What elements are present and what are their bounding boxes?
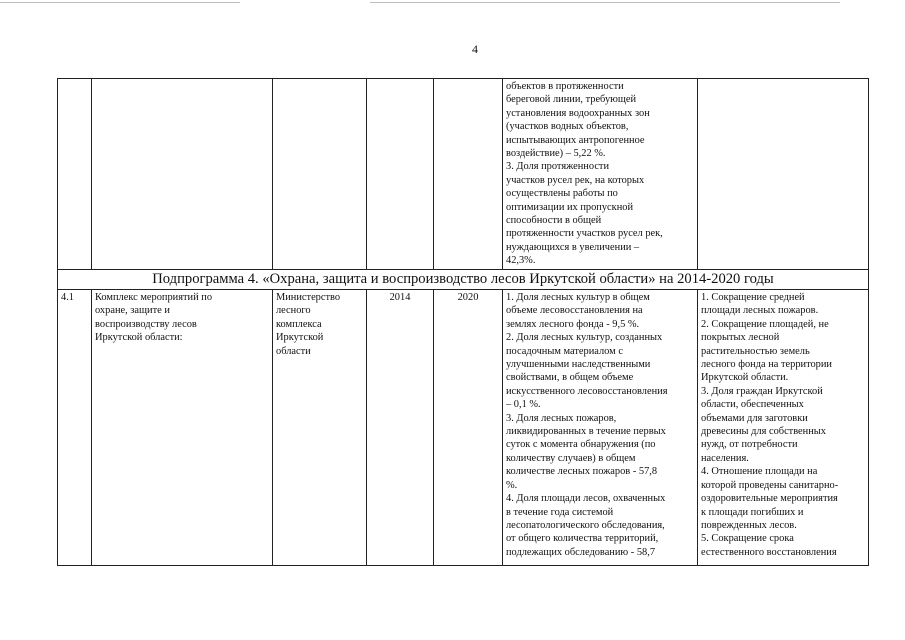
text-line: оптимизации их пропускной [506, 201, 634, 213]
text-line: поврежденных лесов. [701, 519, 797, 531]
text-line: осуществлены работы по [506, 188, 618, 200]
text-line: береговой линии, требующей [506, 94, 637, 106]
table-row-4-1 [57, 289, 869, 566]
top-scan-rule-right [370, 2, 840, 3]
text-line: воздействие) – 5,22 %. [506, 148, 606, 160]
text-line: Иркутской области. [701, 372, 789, 384]
text-line: 3. Доля граждан Иркутской [701, 385, 823, 397]
continuation-goals-cell [502, 79, 697, 269]
text-line: %. [506, 479, 518, 491]
text-line: оздоровительные мероприятия [701, 493, 838, 505]
text-line: комплекса [276, 318, 322, 330]
text-line: землях лесного фонда - 9,5 %. [506, 318, 640, 330]
text-line: – 0,1 %. [506, 399, 541, 411]
text-line: протяженности участков русел рек, [506, 228, 663, 240]
text-line: естественного восстановления [701, 546, 837, 558]
text-line: ликвидированных в течение первых [506, 426, 666, 438]
start-year-cell: 2014 [366, 290, 433, 565]
text-line: лесного фонда на территории [701, 359, 832, 371]
text-line: 42,3%. [506, 255, 536, 267]
text-line: 3. Доля протяженности [506, 161, 610, 173]
text-line: 4. Доля площади лесов, охваченных [506, 493, 666, 505]
text-line: покрытых лесной [701, 332, 780, 344]
text-line: (участков водных объектов, [506, 121, 629, 133]
text-line: посадочным материалом с [506, 345, 623, 357]
top-scan-rule-left [0, 2, 240, 3]
text-line: объеме лесовосстановления на [506, 305, 643, 317]
text-line: населения. [701, 452, 749, 464]
text-line: количеству случаев) в общем [506, 452, 636, 464]
text-line: Комплекс мероприятий по [95, 292, 213, 303]
text-line: 1. Доля лесных культур в общем [506, 292, 650, 303]
measure-name-cell [91, 290, 272, 565]
text-line: площади лесных пожаров. [701, 305, 819, 317]
text-line: испытывающих антропогенное [506, 134, 645, 146]
text-line: лесного [276, 305, 311, 317]
text-line: нуждающихся в увеличении – [506, 241, 640, 253]
text-line: свойствами, в общем объеме [506, 372, 634, 384]
text-line: искусственного лесовосстановления [506, 385, 668, 397]
text-line: в течение года системой [506, 506, 614, 518]
text-line: нужд, от потребности [701, 439, 798, 451]
text-line: от общего количества территорий, [506, 533, 659, 545]
text-line: воспроизводству лесов [95, 318, 197, 330]
text-line: подлежащих обследованию - 58,7 [506, 546, 656, 558]
end-year-cell: 2020 [433, 290, 502, 565]
text-line: к площади погибших и [701, 506, 804, 518]
text-line: охране, защите и [95, 305, 170, 317]
text-line: области [276, 345, 311, 357]
text-line: суток с момента обнаружения (по [506, 439, 656, 451]
text-line: области, обеспеченных [701, 399, 804, 411]
text-line: 4. Отношение площади на [701, 466, 818, 478]
indicators-cell [502, 290, 697, 565]
text-line: Министерство [276, 292, 341, 303]
text-line: объемами для заготовки [701, 412, 808, 424]
text-line: 3. Доля лесных пожаров, [506, 412, 617, 424]
text-line: 5. Сокращение срока [701, 533, 794, 545]
text-line: 1. Сокращение средней [701, 292, 805, 303]
expected-results-cell [697, 290, 870, 565]
text-line: лесопатологического обследования, [506, 519, 665, 531]
text-line: 2. Сокращение площадей, не [701, 318, 829, 330]
text-line: объектов в протяженности [506, 81, 624, 92]
row-number: 4.1 [61, 292, 74, 303]
text-line: улучшенными наследственными [506, 359, 651, 371]
page-number: 4 [472, 42, 478, 56]
program-table [57, 78, 869, 566]
executor-cell [272, 290, 366, 565]
text-line: 2. Доля лесных культур, созданных [506, 332, 663, 344]
continuation-row [57, 78, 869, 269]
text-line: растительностью земель [701, 345, 810, 357]
subprogram-heading: Подпрограмма 4. «Охрана, защита и воспроизводство лесов Иркутской области» на 2014-2020 годы [57, 269, 869, 289]
text-line: количестве лесных пожаров - 57,8 [506, 466, 658, 478]
text-line: установления водоохранных зон [506, 107, 650, 119]
text-line: Иркутской [276, 332, 324, 344]
text-line: участков русел рек, на которых [506, 174, 645, 186]
text-line: которой проведены санитарно- [701, 479, 839, 491]
text-line: способности в общей [506, 215, 602, 227]
text-line: Иркутской области: [95, 332, 183, 344]
text-line: древесины для собственных [701, 426, 826, 438]
